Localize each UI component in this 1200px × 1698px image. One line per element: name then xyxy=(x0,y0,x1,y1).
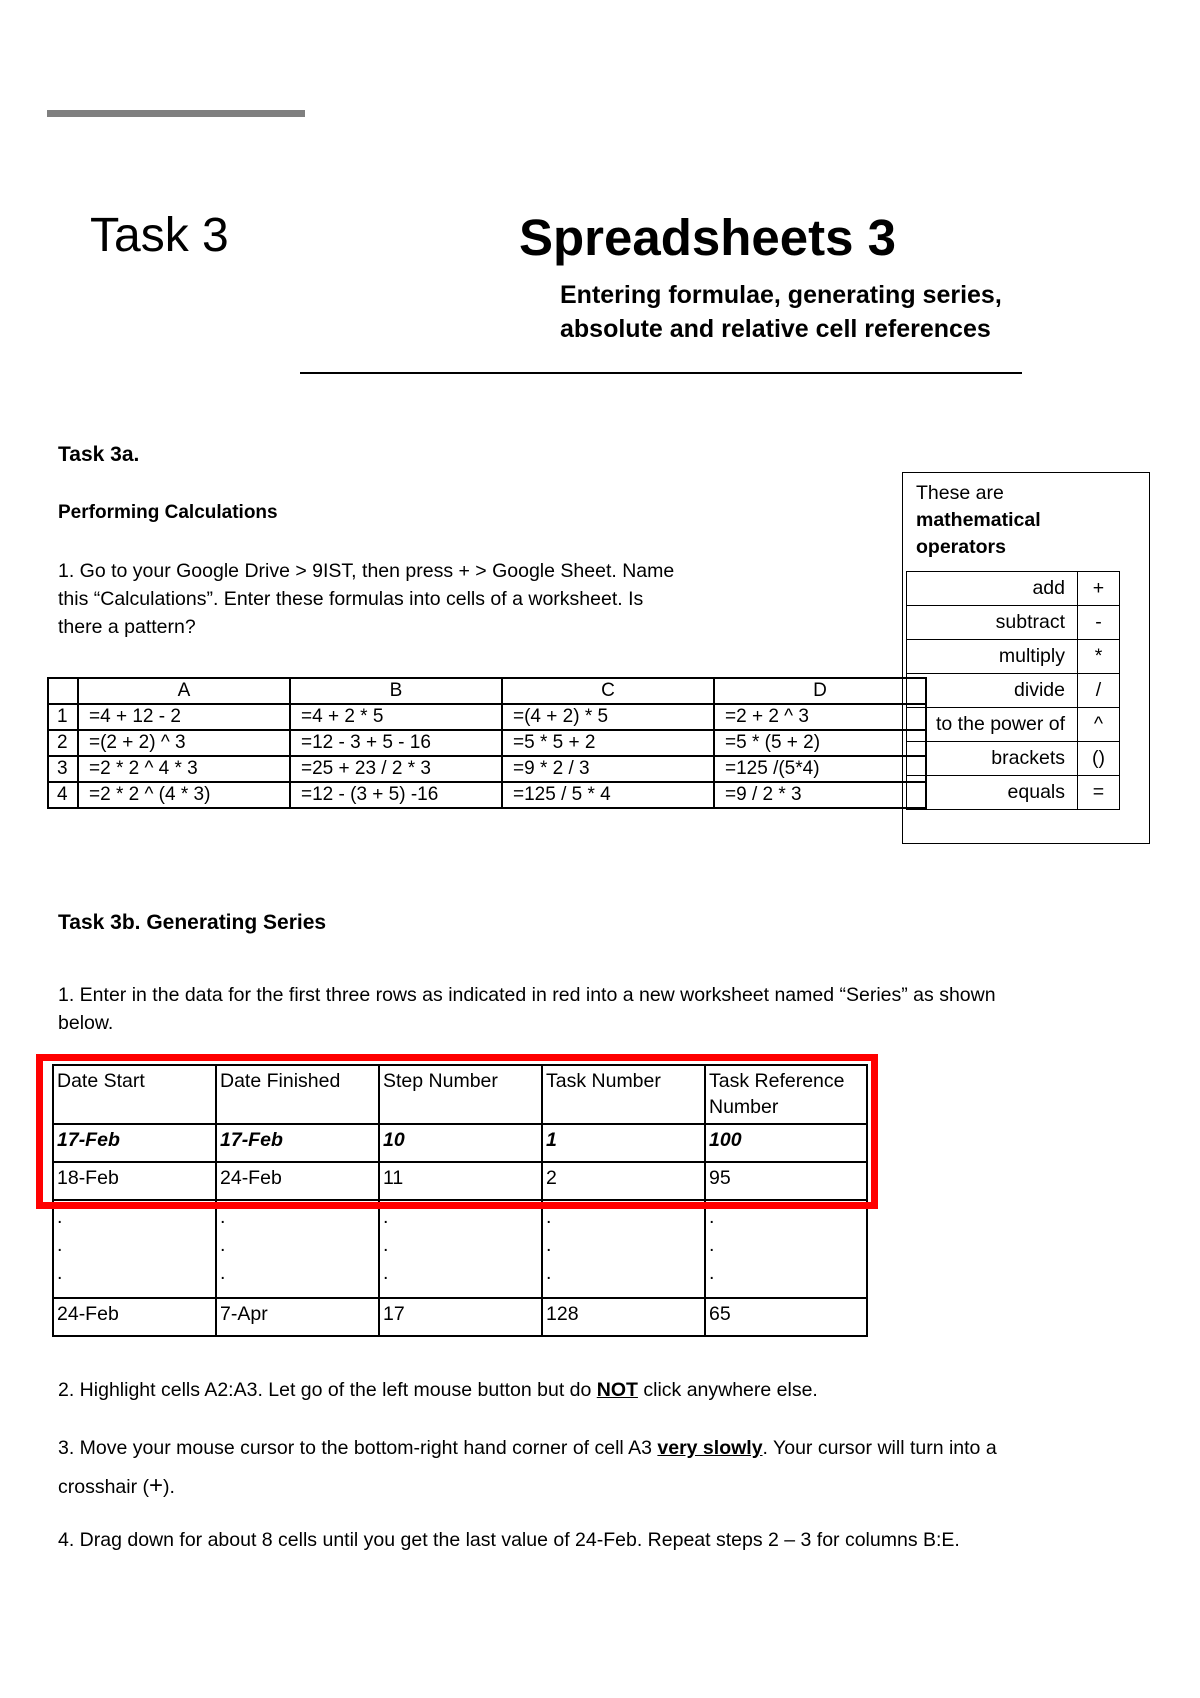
formula-cell: =5 * (5 + 2) xyxy=(714,730,926,756)
task3b-heading: Task 3b. Generating Series xyxy=(58,911,327,934)
dot: . xyxy=(709,1234,715,1256)
ellipsis-cell xyxy=(542,1200,705,1298)
operator-symbol: * xyxy=(1078,640,1120,674)
operator-symbol: / xyxy=(1078,674,1120,708)
operator-name: add xyxy=(907,572,1078,606)
operator-name: multiply xyxy=(907,640,1078,674)
row-number: 2 xyxy=(48,730,78,756)
formula-cell: =125 / 5 * 4 xyxy=(502,782,714,808)
operator-symbol: + xyxy=(1078,572,1120,606)
operators-intro xyxy=(916,480,1041,561)
table-row xyxy=(53,1298,867,1336)
row-number: 4 xyxy=(48,782,78,808)
table-cell: 17-Feb xyxy=(53,1124,216,1162)
dot: . xyxy=(57,1234,63,1256)
step-text: 3. Move your mouse cursor to the bottom-right hand corner of cell A3 xyxy=(58,1437,658,1459)
operator-name: to the power of xyxy=(907,708,1078,742)
instruction-line: this “Calculations”. Enter these formulas into cells of a worksheet. Is xyxy=(58,588,644,610)
task3b-step2 xyxy=(58,1376,818,1404)
operator-row xyxy=(907,640,1120,674)
table-cell: 11 xyxy=(379,1162,542,1200)
table-row xyxy=(48,756,926,782)
dot: . xyxy=(383,1262,389,1284)
table-row xyxy=(48,782,926,808)
operator-name: equals xyxy=(907,776,1078,810)
dot: . xyxy=(220,1206,226,1228)
operator-symbol: () xyxy=(1078,742,1120,776)
table-cell: 24-Feb xyxy=(216,1162,379,1200)
column-header: D xyxy=(714,678,926,704)
subtitle-line: Entering formulae, generating series, xyxy=(560,281,1002,309)
formula-cell: =2 + 2 ^ 3 xyxy=(714,704,926,730)
formula-cell: =4 + 12 - 2 xyxy=(78,704,290,730)
task3a-subheading: Performing Calculations xyxy=(58,502,278,523)
operator-name: subtract xyxy=(907,606,1078,640)
step1-line: 1. Enter in the data for the first three rows as indicated in red into a new worksheet named “Series” as shown xyxy=(58,984,996,1006)
crosshair-icon: + xyxy=(149,1472,164,1499)
task3b-step4: 4. Drag down for about 8 cells until you get the last value of 24-Feb. Repeat steps 2 – 3 for columns B:E. xyxy=(58,1529,960,1551)
ellipsis-cell xyxy=(53,1200,216,1298)
formula-cell: =12 - 3 + 5 - 16 xyxy=(290,730,502,756)
table-cell: 95 xyxy=(705,1162,867,1200)
table-cell: 65 xyxy=(705,1298,867,1336)
table-cell: 128 xyxy=(542,1298,705,1336)
dot: . xyxy=(709,1206,715,1228)
dot: . xyxy=(546,1262,552,1284)
operator-row xyxy=(907,572,1120,606)
table-cell: 24-Feb xyxy=(53,1298,216,1336)
step-text: click anywhere else. xyxy=(637,1379,818,1401)
ellipsis-cell xyxy=(705,1200,867,1298)
intro-line: mathematical xyxy=(916,509,1041,531)
subtitle-line: absolute and relative cell references xyxy=(560,315,991,343)
table-cell: 100 xyxy=(705,1124,867,1162)
operator-symbol: = xyxy=(1078,776,1120,810)
task3b-step3 xyxy=(58,1430,1168,1506)
table-cell: 17 xyxy=(379,1298,542,1336)
corner-cell xyxy=(48,678,78,704)
operator-row xyxy=(907,776,1120,810)
operator-row xyxy=(907,674,1120,708)
formula-cell: =9 / 2 * 3 xyxy=(714,782,926,808)
formula-cell: =125 /(5*4) xyxy=(714,756,926,782)
formula-cell: =5 * 5 + 2 xyxy=(502,730,714,756)
step3-line xyxy=(58,1467,1168,1506)
intro-line: These are xyxy=(916,482,1004,504)
operators-table xyxy=(906,571,1120,810)
table-cell: 18-Feb xyxy=(53,1162,216,1200)
operator-row xyxy=(907,742,1120,776)
dot: . xyxy=(546,1234,552,1256)
task-label: Task 3 xyxy=(90,209,229,262)
dot: . xyxy=(383,1234,389,1256)
operator-symbol: - xyxy=(1078,606,1120,640)
column-header: Date Start xyxy=(53,1065,216,1124)
operator-name: divide xyxy=(907,674,1078,708)
table-cell: 7-Apr xyxy=(216,1298,379,1336)
dot: . xyxy=(383,1206,389,1228)
task3b-step1 xyxy=(58,981,1168,1037)
column-header: Date Finished xyxy=(216,1065,379,1124)
intro-line: operators xyxy=(916,536,1006,558)
emphasis-text: very slowly xyxy=(657,1437,763,1459)
formula-cell: =(2 + 2) ^ 3 xyxy=(78,730,290,756)
table-cell: 1 xyxy=(542,1124,705,1162)
table-cell: 17-Feb xyxy=(216,1124,379,1162)
table-row xyxy=(48,704,926,730)
dot: . xyxy=(546,1206,552,1228)
column-header: A xyxy=(78,678,290,704)
dot: . xyxy=(709,1262,715,1284)
dot: . xyxy=(57,1262,63,1284)
row-number: 1 xyxy=(48,704,78,730)
formula-cell: =4 + 2 * 5 xyxy=(290,704,502,730)
column-header: C xyxy=(502,678,714,704)
calculations-table xyxy=(47,677,927,809)
task3a-instruction xyxy=(58,557,798,641)
formula-cell: =25 + 23 / 2 * 3 xyxy=(290,756,502,782)
instruction-line: there a pattern? xyxy=(58,616,196,638)
emphasis-text: NOT xyxy=(596,1379,638,1401)
highlight-box xyxy=(36,1054,878,1209)
operator-symbol: ^ xyxy=(1078,708,1120,742)
table-header-row xyxy=(48,678,926,704)
column-header: Task Reference Number xyxy=(705,1065,867,1124)
ellipsis-cell xyxy=(216,1200,379,1298)
page-title: Spreadsheets 3 xyxy=(519,209,897,266)
operator-name: brackets xyxy=(907,742,1078,776)
page-subtitle xyxy=(560,278,1002,346)
step-text: crosshair ( xyxy=(58,1476,150,1498)
ellipsis-cell xyxy=(379,1200,542,1298)
operator-row xyxy=(907,708,1120,742)
formula-cell: =2 * 2 ^ 4 * 3 xyxy=(78,756,290,782)
formula-cell: =9 * 2 / 3 xyxy=(502,756,714,782)
instruction-line: 1. Go to your Google Drive > 9IST, then press + > Google Sheet. Name xyxy=(58,560,675,582)
dot: . xyxy=(220,1234,226,1256)
step3-line xyxy=(58,1430,1168,1467)
table-cell: 2 xyxy=(542,1162,705,1200)
column-header: Task Number xyxy=(542,1065,705,1124)
task3a-heading: Task 3a. xyxy=(58,443,140,466)
column-header: B xyxy=(290,678,502,704)
top-decorative-bar xyxy=(47,110,305,117)
column-header: Step Number xyxy=(379,1065,542,1124)
dot: . xyxy=(57,1206,63,1228)
table-row-ellipsis xyxy=(53,1200,867,1298)
formula-cell: =2 * 2 ^ (4 * 3) xyxy=(78,782,290,808)
table-cell: 10 xyxy=(379,1124,542,1162)
operator-row xyxy=(907,606,1120,640)
step1-line: below. xyxy=(58,1012,114,1034)
row-number: 3 xyxy=(48,756,78,782)
formula-cell: =12 - (3 + 5) -16 xyxy=(290,782,502,808)
step-text: 2. Highlight cells A2:A3. Let go of the left mouse button but do xyxy=(58,1379,597,1401)
step-text: ). xyxy=(163,1476,175,1498)
dot: . xyxy=(220,1262,226,1284)
table-row xyxy=(48,730,926,756)
formula-cell: =(4 + 2) * 5 xyxy=(502,704,714,730)
step-text: . Your cursor will turn into a xyxy=(762,1437,997,1459)
title-divider xyxy=(300,372,1022,374)
